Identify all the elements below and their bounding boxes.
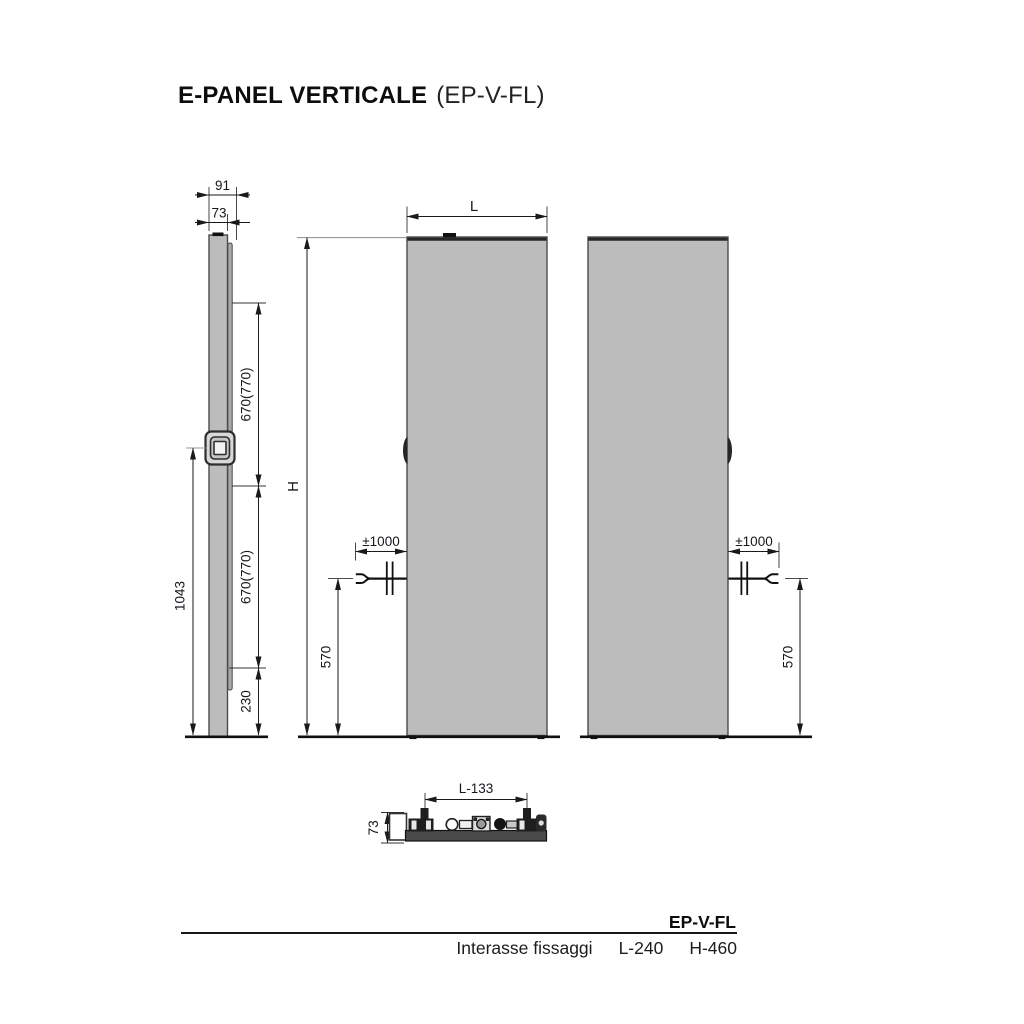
side-view-rear-rail xyxy=(228,243,232,690)
dimension-height-H xyxy=(285,238,307,735)
svg-text:73: 73 xyxy=(211,205,227,221)
junction-screw xyxy=(486,818,490,822)
dimension-cable-length-rear xyxy=(729,534,780,568)
bottom-profile xyxy=(390,808,547,841)
power-plug-icon xyxy=(356,574,370,583)
spec-table-row xyxy=(181,938,737,959)
profile-main-bar xyxy=(406,831,547,842)
svg-text:±1000: ±1000 xyxy=(735,534,773,549)
junction-screw xyxy=(474,818,478,822)
junction-port xyxy=(477,819,486,828)
svg-text:670(770): 670(770) xyxy=(238,367,254,422)
spec-h-value: H-460 xyxy=(689,938,737,958)
cable-gland xyxy=(494,818,506,830)
front-view-panel xyxy=(407,237,547,736)
product-code: (EP-V-FL) xyxy=(436,82,545,109)
front-view-vent-cap xyxy=(443,233,456,237)
valve-circle xyxy=(446,819,458,831)
rear-view xyxy=(580,237,812,739)
dimension-bracket-height xyxy=(173,448,207,735)
side-view xyxy=(173,178,269,737)
spec-table-rule xyxy=(181,932,737,934)
spec-table-model: EP-V-FL xyxy=(668,912,736,932)
svg-text:230: 230 xyxy=(238,690,254,713)
svg-text:570: 570 xyxy=(780,645,796,669)
dimension-cable-height-front xyxy=(319,579,354,735)
control-knob xyxy=(403,437,408,465)
connector-block xyxy=(460,821,473,829)
control-knob-rear xyxy=(728,437,733,465)
svg-text:±1000: ±1000 xyxy=(362,534,400,549)
profile-end-box xyxy=(390,814,407,841)
dimension-depth-panel xyxy=(195,206,250,232)
dimension-bottom-offset xyxy=(239,668,259,735)
dimension-lower-spacing xyxy=(229,486,266,668)
side-view-panel xyxy=(209,235,228,737)
dimension-cable-height-rear xyxy=(781,579,809,735)
spec-row-label: Interasse fissaggi xyxy=(456,938,593,958)
product-name: E-PANEL VERTICALE xyxy=(178,82,428,109)
svg-text:H: H xyxy=(285,481,302,492)
fixing-pin-right xyxy=(523,808,531,819)
bracket-slot xyxy=(426,821,431,830)
wall-bracket xyxy=(206,432,235,465)
svg-text:73: 73 xyxy=(366,820,381,836)
bottom-view xyxy=(366,781,547,843)
power-plug-icon-rear xyxy=(764,574,778,583)
svg-text:L: L xyxy=(469,198,479,215)
dimension-fixing-width xyxy=(425,781,527,814)
power-cable-rear xyxy=(729,562,779,596)
svg-text:570: 570 xyxy=(318,645,334,669)
end-cap-hole xyxy=(539,820,544,825)
svg-text:L-133: L-133 xyxy=(458,781,494,796)
bracket-slot xyxy=(412,821,417,830)
side-view-top-cap xyxy=(213,233,224,237)
svg-text:670(770): 670(770) xyxy=(238,549,254,605)
bracket-slot xyxy=(520,821,525,830)
rear-view-panel xyxy=(588,237,728,736)
front-view xyxy=(285,198,560,739)
fixing-pin-left xyxy=(421,808,429,819)
terminal-block xyxy=(507,821,518,828)
svg-text:91: 91 xyxy=(214,178,231,193)
power-cable-front xyxy=(356,562,407,596)
svg-text:1043: 1043 xyxy=(172,580,188,612)
spec-l-value: L-240 xyxy=(618,938,664,958)
dimension-width-L xyxy=(407,198,547,233)
dimension-upper-spacing xyxy=(232,303,266,486)
dimension-cable-length-front xyxy=(356,534,407,561)
